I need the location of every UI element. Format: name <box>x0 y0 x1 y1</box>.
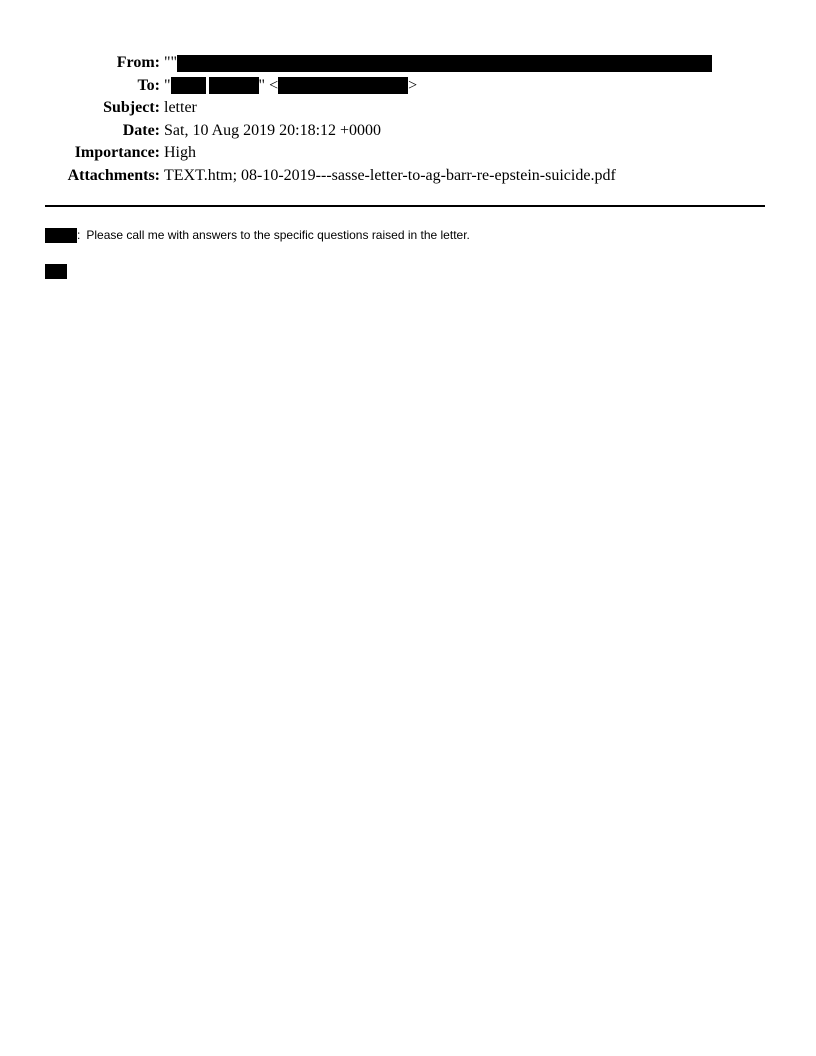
recipient-redaction <box>45 228 77 243</box>
attachments-label: Attachments: <box>67 166 160 184</box>
to-open-quote: " <box>164 76 171 94</box>
to-email-redaction <box>278 77 408 94</box>
subject-label: Subject: <box>103 99 160 116</box>
message-text: Please call me with answers to the specific questions raised in the letter. <box>86 228 470 242</box>
message-line <box>45 227 470 243</box>
from-value <box>164 52 712 74</box>
from-redaction <box>177 55 712 72</box>
importance-row <box>0 142 816 165</box>
to-row <box>0 75 816 98</box>
to-name-redaction-1 <box>171 77 206 94</box>
subject-row <box>0 97 816 120</box>
signature-redaction <box>45 264 67 279</box>
date-label: Date: <box>122 121 160 139</box>
from-prefix: "" <box>164 54 178 71</box>
to-name-redaction-2 <box>209 77 259 94</box>
message-separator: : <box>77 228 81 242</box>
attachments-value: TEXT.htm; 08-10-2019---sasse-letter-to-ag-barr-re-epstein-suicide.pdf <box>164 166 616 184</box>
header-divider <box>45 205 765 207</box>
subject-value: letter <box>164 99 197 116</box>
date-value: Sat, 10 Aug 2019 20:18:12 +0000 <box>164 121 382 139</box>
importance-label: Importance: <box>74 144 160 161</box>
to-value <box>164 75 417 97</box>
from-label: From: <box>116 54 160 71</box>
importance-value: High <box>164 144 196 161</box>
date-row <box>0 120 816 143</box>
email-header <box>0 52 816 187</box>
from-row <box>0 52 816 75</box>
attachments-row <box>0 165 816 188</box>
to-close-quote: " < <box>258 76 279 94</box>
to-label: To: <box>137 76 160 94</box>
to-close-angle: > <box>408 76 418 94</box>
